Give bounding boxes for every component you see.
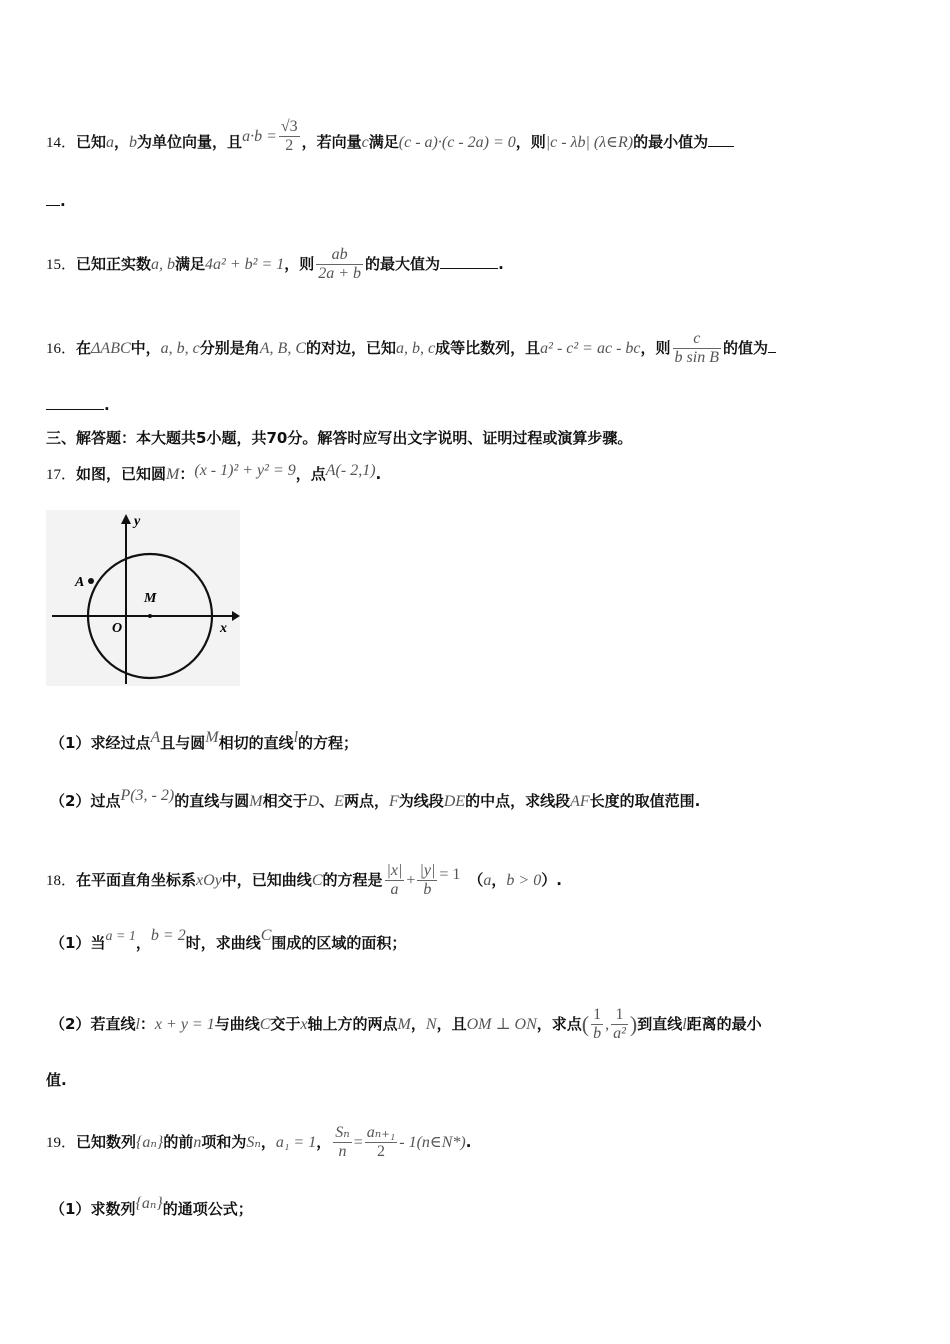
question-number: 16． <box>46 341 77 357</box>
question-19: 19．已知数列{aₙ}的前n项和为Sₙ，a₁ = 1， $\frac{\text{Sₙ}}{n}$ = $\frac{\text{aₙ₊₁}}{2}$ - 1(n∈N*). <box>46 1124 472 1160</box>
question-number: 19． <box>46 1135 77 1151</box>
question-18-part-1: （1）当a = 1，b = 2时，求曲线C围成的区域的面积； <box>50 927 407 952</box>
center-point <box>148 614 152 618</box>
question-16-continued: . <box>46 394 910 416</box>
question-17-part-2: （2）过点P(3, - 2)的直线与圆M相交于D、E两点，F为线段DE的中点，求线段AF长度的取值范围. <box>50 787 701 810</box>
question-18-part-2-continued: 值. <box>46 1071 67 1089</box>
question-14-continued: . <box>46 190 910 212</box>
origin-label: O <box>112 621 123 636</box>
answer-blank <box>46 191 60 206</box>
x-axis-label: x <box>220 621 227 636</box>
circle-figure <box>46 510 240 686</box>
point-a-label: A <box>75 575 85 590</box>
answer-blank <box>440 254 498 269</box>
answer-blank <box>768 338 776 353</box>
figure-background <box>46 510 240 686</box>
question-17: 17．如图，已知圆M：(x - 1)² + y² = 9，点A(- 2,1). <box>46 462 382 483</box>
question-number: 18． <box>46 873 77 889</box>
answer-blank <box>46 395 104 410</box>
point-m-label: M <box>144 591 157 606</box>
question-number: 15． <box>46 257 77 273</box>
question-number: 17． <box>46 467 77 483</box>
question-16: 16．在ΔABC中，a, b, c分别是角A, B, C的对边，已知a, b, c成等比数列，且a² - c² = ac - bc，则 $\frac{c}{\text{b sin B}}$ 的值为 <box>46 330 910 367</box>
section-heading: 三、解答题：本大题共5小题，共70分。解答时应写出文字说明、证明过程或演算步骤。 <box>46 429 633 447</box>
point-a <box>88 578 94 584</box>
y-axis-label: y <box>134 514 141 529</box>
question-15: 15．已知正实数a, b满足4a² + b² = 1，则 $\frac{ab}{2a + b}$ 的最大值为 . <box>46 246 504 282</box>
answer-blank <box>708 132 734 147</box>
question-18-part-2: （2）若直线l：x + y = 1与曲线C交于x轴上方的两点M，N，且OM ⊥ ON，求点( $\frac{1}{b}$ , $\frac{1}{\text{a²}}$ )到直线l距离的最小 <box>50 1006 762 1042</box>
condition-expression: (c - a)·(c - 2a) = 0 <box>398 134 516 151</box>
question-19-part-1: （1）求数列{aₙ}的通项公式； <box>50 1195 253 1218</box>
question-number: 14． <box>46 135 77 151</box>
question-18: 18．在平面直角坐标系xOy中，已知曲线C的方程是 $\frac{|x|}{a}$ + $\frac{|y|}{b}$ = 1 （a，b > 0）. <box>46 862 562 898</box>
question-14: 14．已知a，b为单位向量，且a·b = $\frac{√3}{2}$ ，若向量c满足(c - a)·(c - 2a) = 0，则|c - λb| (λ∈R)的最小值为 <box>46 124 910 161</box>
target-expression: |c - λb| (λ∈R) <box>545 134 634 151</box>
question-17-part-1: （1）求经过点A且与圆M相切的直线l的方程； <box>50 729 359 752</box>
